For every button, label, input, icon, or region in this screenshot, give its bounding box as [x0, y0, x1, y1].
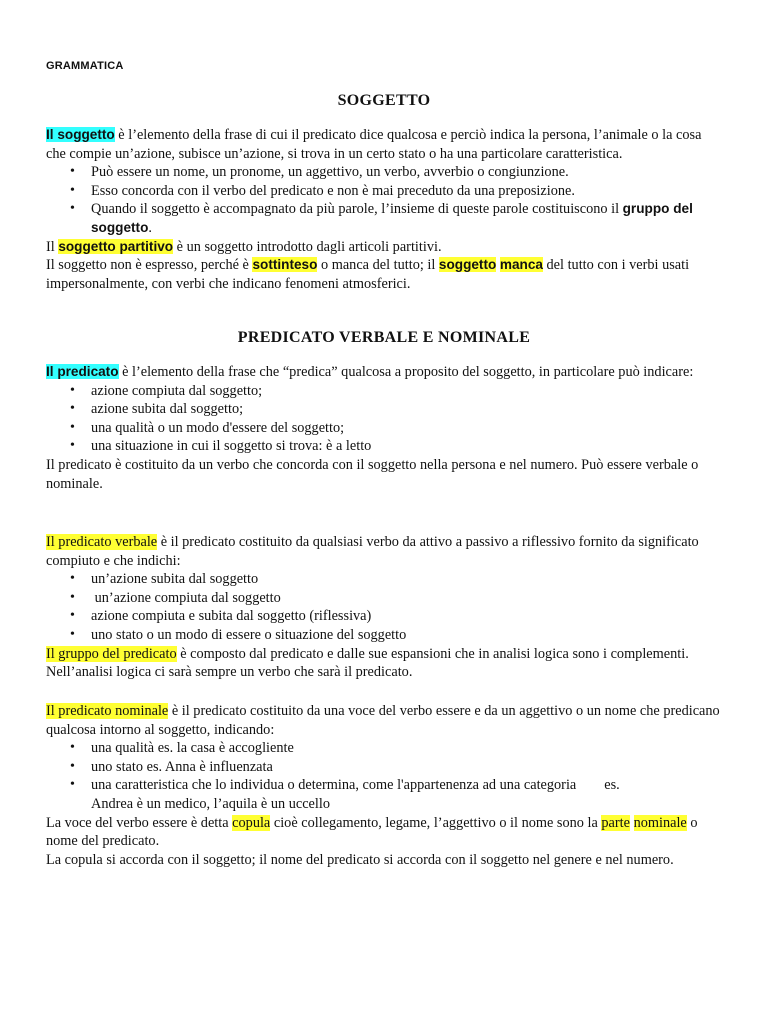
- section-soggetto: [46, 126, 722, 293]
- highlight-term: Il predicato nominale: [46, 703, 169, 719]
- highlight-term: copula: [232, 814, 271, 831]
- paragraph-predicato-verbale: [46, 533, 722, 570]
- list-item-text: Andrea è un medico, l’aquila è un uccello: [91, 795, 330, 812]
- section-predicato-verbale: [46, 533, 722, 682]
- paragraph-text: La voce del verbo essere è detta: [46, 814, 233, 831]
- list-item: • azione compiuta dal soggetto;: [46, 382, 722, 401]
- list-item-text: una caratteristica che lo individua o determina, come l'appartenenza ad una categoria: [91, 777, 577, 794]
- paragraph-text: Il soggetto non è espresso, perché è: [46, 257, 253, 274]
- list-item: [46, 776, 722, 813]
- section-predicato: [46, 363, 722, 493]
- list-item-text: es.: [604, 777, 620, 794]
- section-title-soggetto: SOGGETTO: [337, 92, 431, 109]
- paragraph-text: è composto dal predicato e dalle sue espansioni che in analisi logica sono i complementi. Nell’analisi logica ci sarà sempre un verbo che sarà il predicato.: [46, 645, 689, 681]
- highlight-term: sottinteso: [252, 257, 318, 273]
- list-item: • uno stato o un modo di essere o situazione del soggetto: [46, 626, 722, 645]
- bullet-list-predicato-nominale: [46, 739, 722, 813]
- paragraph-text: o manca del tutto; il: [317, 257, 439, 274]
- highlight-term: parte: [601, 814, 630, 831]
- paragraph-copula: [46, 814, 722, 851]
- section-predicato-nominale: [46, 702, 722, 869]
- list-item-text: Quando il soggetto è accompagnato da più parole, l’insieme di queste parole costituiscono il: [91, 201, 623, 218]
- highlight-term: manca: [499, 257, 543, 273]
- paragraph-predicato-costituito: Il predicato è costituito da un verbo che concorda con il soggetto nella persona e nel numero. Può essere verbale o nominale.: [46, 456, 699, 492]
- bullet-list-predicato: [46, 382, 722, 456]
- paragraph-gruppo-predicato: [46, 645, 722, 682]
- paragraph-text: è l’elemento della frase di cui il predicato dice qualcosa e perciò indica la persona, l’animale o la cosa che compie un’azione, subisce un’azione, si trova in un certo stato o ha una particolare caratteristica.: [46, 127, 702, 162]
- highlight-term: Il soggetto: [46, 127, 115, 142]
- paragraph-text: del tutto con i verbi usati impersonalmente, con verbi che indicano fenomeni atmosferici.: [46, 257, 690, 292]
- highlight-term: Il gruppo del predicato: [46, 645, 177, 662]
- highlight-term: Il predicato verbale: [46, 534, 158, 550]
- paragraph-predicato-nominale: [46, 702, 722, 739]
- paragraph-text: è il predicato costituito da una voce del verbo essere e da un aggettivo o un nome che predicano qualcosa intorno al soggetto, indicando:: [46, 703, 720, 738]
- paragraph-text: Il: [46, 238, 59, 255]
- paragraph-copula-accordo: La copula si accorda con il soggetto; il nome del predicato si accorda con il soggetto nel genere e nel numero.: [46, 851, 674, 868]
- paragraph-text: è un soggetto introdotto dagli articoli partitivi.: [173, 238, 442, 255]
- list-item: • una situazione in cui il soggetto si trova: è a letto: [46, 437, 722, 456]
- list-item: • uno stato es. Anna è influenzata: [46, 758, 722, 777]
- highlight-term: soggetto partitivo: [58, 238, 174, 254]
- paragraph-predicato-intro: [46, 363, 722, 382]
- highlight-term: soggetto: [438, 257, 497, 273]
- bold-term: gruppo del soggetto: [91, 201, 693, 235]
- paragraph-text: o nome del predicato.: [46, 814, 698, 850]
- paragraph-text: è il predicato costituito da qualsiasi verbo da attivo a passivo a riflessivo fornito da significato compiuto e che indichi:: [46, 534, 699, 569]
- paragraph-soggetto-sottinteso: [46, 256, 722, 293]
- list-item: • un’azione compiuta dal soggetto: [46, 589, 722, 608]
- document-header: GRAMMATICA: [46, 60, 124, 72]
- list-item-text: .: [148, 219, 152, 236]
- paragraph-text: è l’elemento della frase che “predica” qualcosa a proposito del soggetto, in particolare può indicare:: [118, 364, 694, 380]
- list-item: • Esso concorda con il verbo del predicato e non è mai preceduto da una preposizione.: [46, 182, 722, 201]
- list-item: • azione subita dal soggetto;: [46, 400, 722, 419]
- paragraph-text: cioè collegamento, legame, l’aggettivo o il nome sono la: [270, 814, 602, 831]
- section-title-predicato: PREDICATO VERBALE E NOMINALE: [237, 329, 531, 346]
- bullet-list-predicato-verbale: [46, 570, 722, 644]
- list-item: • azione compiuta e subita dal soggetto (riflessiva): [46, 607, 722, 626]
- paragraph-soggetto-intro: [46, 126, 722, 163]
- highlight-term: nominale: [633, 814, 687, 831]
- highlight-term: Il predicato: [46, 364, 119, 379]
- list-item: • una qualità es. la casa è accogliente: [46, 739, 722, 758]
- bullet-list-soggetto: [46, 163, 722, 237]
- list-item: • Può essere un nome, un pronome, un aggettivo, un verbo, avverbio o congiunzione.: [46, 163, 722, 182]
- list-item: • una qualità o un modo d'essere del soggetto;: [46, 419, 722, 438]
- list-item: • un’azione subita dal soggetto: [46, 570, 722, 589]
- list-item: [46, 200, 722, 237]
- paragraph-soggetto-partitivo: [46, 238, 722, 257]
